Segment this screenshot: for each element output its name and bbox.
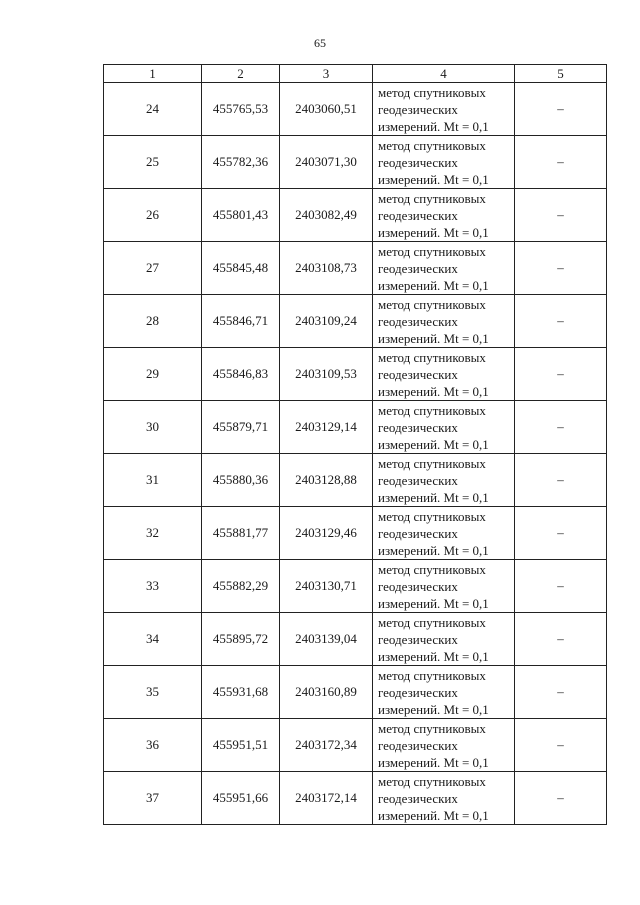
method-text-line: метод спутниковых xyxy=(378,561,486,577)
table-body xyxy=(104,83,607,825)
column-header-3: 3 xyxy=(280,65,373,83)
method-text-line: геодезических xyxy=(378,790,458,806)
method-cell xyxy=(373,348,515,401)
x-coordinate-cell: 455846,83 xyxy=(202,348,280,401)
method-text-line: измерений. Mt = 0,1 xyxy=(378,595,489,611)
method-text-line: метод спутниковых xyxy=(378,349,486,365)
point-number-cell: 24 xyxy=(104,83,202,136)
method-text-line: геодезических xyxy=(378,631,458,647)
x-coordinate-cell: 455880,36 xyxy=(202,454,280,507)
x-coordinate-cell: 455782,36 xyxy=(202,136,280,189)
method-text-line: геодезических xyxy=(378,313,458,329)
x-coordinate-cell: 455931,68 xyxy=(202,666,280,719)
method-text-line: геодезических xyxy=(378,684,458,700)
method-cell xyxy=(373,719,515,772)
method-text-line: измерений. Mt = 0,1 xyxy=(378,648,489,664)
table-row xyxy=(104,295,607,348)
x-coordinate-cell: 455882,29 xyxy=(202,560,280,613)
column-header-4: 4 xyxy=(373,65,515,83)
y-coordinate-cell: 2403108,73 xyxy=(280,242,373,295)
table-row xyxy=(104,719,607,772)
method-text-line: геодезических xyxy=(378,419,458,435)
method-cell xyxy=(373,772,515,825)
x-coordinate-cell: 455846,71 xyxy=(202,295,280,348)
method-text-line: метод спутниковых xyxy=(378,190,486,206)
point-number-cell: 25 xyxy=(104,136,202,189)
method-text-line: метод спутниковых xyxy=(378,508,486,524)
column-header-2: 2 xyxy=(202,65,280,83)
method-text-line: измерений. Mt = 0,1 xyxy=(378,383,489,399)
point-number-cell: 31 xyxy=(104,454,202,507)
method-text-line: измерений. Mt = 0,1 xyxy=(378,118,489,134)
coordinates-table xyxy=(103,64,607,825)
method-text-line: метод спутниковых xyxy=(378,773,486,789)
method-cell xyxy=(373,507,515,560)
method-cell xyxy=(373,454,515,507)
method-text-line: метод спутниковых xyxy=(378,402,486,418)
method-text-line: метод спутниковых xyxy=(378,614,486,630)
y-coordinate-cell: 2403129,14 xyxy=(280,401,373,454)
y-coordinate-cell: 2403139,04 xyxy=(280,613,373,666)
note-cell: – xyxy=(515,507,607,560)
method-text-line: измерений. Mt = 0,1 xyxy=(378,277,489,293)
method-text-line: метод спутниковых xyxy=(378,720,486,736)
point-number-cell: 26 xyxy=(104,189,202,242)
y-coordinate-cell: 2403128,88 xyxy=(280,454,373,507)
note-cell: – xyxy=(515,613,607,666)
y-coordinate-cell: 2403160,89 xyxy=(280,666,373,719)
x-coordinate-cell: 455881,77 xyxy=(202,507,280,560)
column-header-1: 1 xyxy=(104,65,202,83)
point-number-cell: 37 xyxy=(104,772,202,825)
point-number-cell: 36 xyxy=(104,719,202,772)
method-text-line: метод спутниковых xyxy=(378,455,486,471)
x-coordinate-cell: 455895,72 xyxy=(202,613,280,666)
note-cell: – xyxy=(515,348,607,401)
method-text-line: измерений. Mt = 0,1 xyxy=(378,224,489,240)
point-number-cell: 34 xyxy=(104,613,202,666)
point-number-cell: 33 xyxy=(104,560,202,613)
method-cell xyxy=(373,136,515,189)
table-row xyxy=(104,507,607,560)
table-row xyxy=(104,136,607,189)
method-cell xyxy=(373,613,515,666)
y-coordinate-cell: 2403071,30 xyxy=(280,136,373,189)
table-row xyxy=(104,454,607,507)
method-text-line: геодезических xyxy=(378,525,458,541)
method-cell xyxy=(373,401,515,454)
table-row xyxy=(104,560,607,613)
table-row xyxy=(104,242,607,295)
table-header-row xyxy=(104,65,607,83)
method-text-line: геодезических xyxy=(378,578,458,594)
method-text-line: метод спутниковых xyxy=(378,667,486,683)
x-coordinate-cell: 455845,48 xyxy=(202,242,280,295)
method-text-line: метод спутниковых xyxy=(378,84,486,100)
column-header-5: 5 xyxy=(515,65,607,83)
method-cell xyxy=(373,189,515,242)
note-cell: – xyxy=(515,666,607,719)
method-text-line: измерений. Mt = 0,1 xyxy=(378,701,489,717)
method-text-line: измерений. Mt = 0,1 xyxy=(378,171,489,187)
method-text-line: геодезических xyxy=(378,260,458,276)
table-row xyxy=(104,189,607,242)
method-text-line: метод спутниковых xyxy=(378,137,486,153)
table-row xyxy=(104,401,607,454)
method-text-line: измерений. Mt = 0,1 xyxy=(378,542,489,558)
y-coordinate-cell: 2403172,14 xyxy=(280,772,373,825)
page-number: 65 xyxy=(314,36,326,50)
y-coordinate-cell: 2403172,34 xyxy=(280,719,373,772)
table-row xyxy=(104,613,607,666)
note-cell: – xyxy=(515,560,607,613)
method-text-line: геодезических xyxy=(378,207,458,223)
note-cell: – xyxy=(515,772,607,825)
note-cell: – xyxy=(515,83,607,136)
method-text-line: геодезических xyxy=(378,366,458,382)
y-coordinate-cell: 2403129,46 xyxy=(280,507,373,560)
x-coordinate-cell: 455801,43 xyxy=(202,189,280,242)
method-text-line: геодезических xyxy=(378,737,458,753)
table-row xyxy=(104,348,607,401)
y-coordinate-cell: 2403109,53 xyxy=(280,348,373,401)
point-number-cell: 28 xyxy=(104,295,202,348)
note-cell: – xyxy=(515,136,607,189)
method-cell xyxy=(373,560,515,613)
method-cell xyxy=(373,242,515,295)
method-cell xyxy=(373,295,515,348)
table-row xyxy=(104,666,607,719)
y-coordinate-cell: 2403060,51 xyxy=(280,83,373,136)
method-text-line: измерений. Mt = 0,1 xyxy=(378,330,489,346)
y-coordinate-cell: 2403082,49 xyxy=(280,189,373,242)
note-cell: – xyxy=(515,242,607,295)
table-row xyxy=(104,772,607,825)
note-cell: – xyxy=(515,295,607,348)
note-cell: – xyxy=(515,401,607,454)
method-cell xyxy=(373,666,515,719)
note-cell: – xyxy=(515,454,607,507)
table-row xyxy=(104,83,607,136)
note-cell: – xyxy=(515,189,607,242)
method-text-line: измерений. Mt = 0,1 xyxy=(378,754,489,770)
method-cell xyxy=(373,83,515,136)
point-number-cell: 32 xyxy=(104,507,202,560)
x-coordinate-cell: 455951,66 xyxy=(202,772,280,825)
note-cell: – xyxy=(515,719,607,772)
x-coordinate-cell: 455879,71 xyxy=(202,401,280,454)
point-number-cell: 35 xyxy=(104,666,202,719)
method-text-line: метод спутниковых xyxy=(378,243,486,259)
method-text-line: геодезических xyxy=(378,154,458,170)
point-number-cell: 30 xyxy=(104,401,202,454)
method-text-line: метод спутниковых xyxy=(378,296,486,312)
y-coordinate-cell: 2403109,24 xyxy=(280,295,373,348)
y-coordinate-cell: 2403130,71 xyxy=(280,560,373,613)
point-number-cell: 29 xyxy=(104,348,202,401)
method-text-line: измерений. Mt = 0,1 xyxy=(378,489,489,505)
method-text-line: геодезических xyxy=(378,472,458,488)
method-text-line: измерений. Mt = 0,1 xyxy=(378,436,489,452)
method-text-line: геодезических xyxy=(378,101,458,117)
x-coordinate-cell: 455765,53 xyxy=(202,83,280,136)
x-coordinate-cell: 455951,51 xyxy=(202,719,280,772)
point-number-cell: 27 xyxy=(104,242,202,295)
method-text-line: измерений. Mt = 0,1 xyxy=(378,807,489,823)
